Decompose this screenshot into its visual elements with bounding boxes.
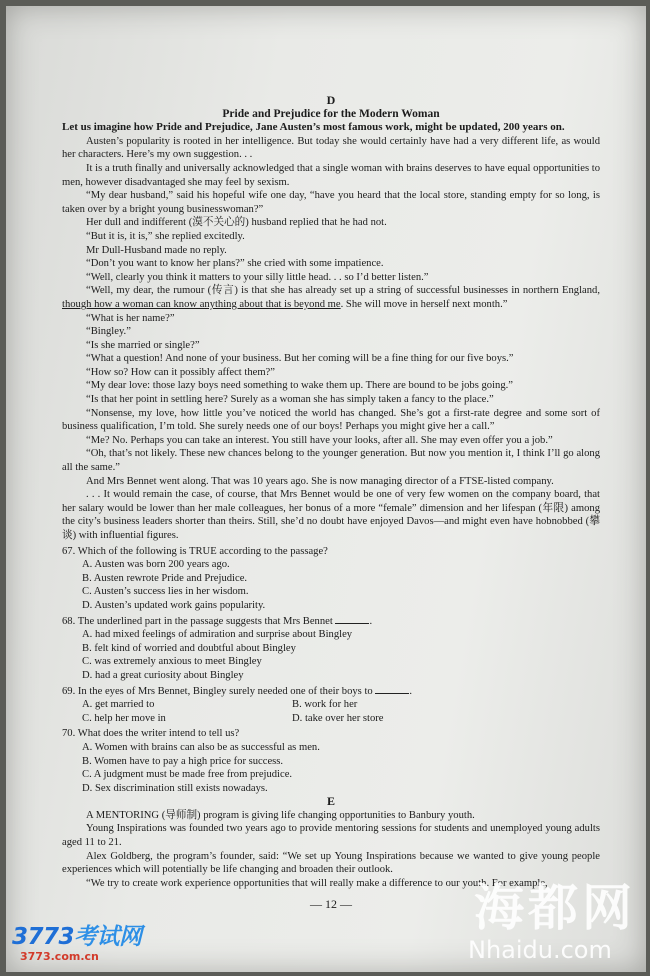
paragraph: “How so? How can it possibly affect them?” bbox=[86, 366, 275, 378]
option: A. Austen was born 200 years ago. bbox=[82, 559, 230, 571]
rumour-text-after: . She will move in herself next month.” bbox=[340, 298, 508, 310]
paragraph: “Is that her point in settling here? Surely as a woman she has simply taken a fancy to the place.” bbox=[86, 394, 494, 406]
paragraph: “Nonsense, my love, how little you’ve noticed the world has changed. She’s got a first-rate degree and some sort of business qualification, I’m told. She surely needs one of our boys! Perhaps you might give her a call.” bbox=[62, 407, 600, 433]
question-68-stem: 68. The underlined part in the passage suggests that Mrs Bennet bbox=[62, 615, 333, 627]
section-letter-d: D bbox=[326, 93, 336, 107]
watermark-left-number: 3773 bbox=[12, 924, 75, 950]
option: D. had a great curiosity about Bingley bbox=[82, 669, 244, 681]
paragraph: And Mrs Bennet went along. That was 10 years ago. She is now managing director of a FTSE-listed company. bbox=[86, 475, 554, 487]
paragraph: “Is she married or single?” bbox=[86, 339, 200, 351]
paragraph: It is a truth finally and universally acknowledged that a single woman with brains deserves to have equal opportunities to men, however disadvantaged she may feel by sexism. bbox=[62, 162, 600, 188]
document-page bbox=[6, 6, 646, 972]
option: C. help her move in bbox=[82, 712, 166, 724]
rumour-text-before: “Well, my dear, the rumour (传言) is that she has already set up a string of successful businesses in northern England, bbox=[86, 285, 600, 297]
paragraph: Austen’s popularity is rooted in her intelligence. But today she would certainly have had a very different life, as would her characters. Here’s my own suggestion. . . bbox=[62, 135, 600, 161]
question-67: 67. Which of the following is TRUE according to the passage? bbox=[62, 545, 328, 557]
paragraph: “Don’t you want to know her plans?” she cried with some impatience. bbox=[86, 258, 384, 270]
watermark-left-logo bbox=[12, 918, 142, 951]
paragraph: “Me? No. Perhaps you can take an interest. You still have your looks, after all. She may even offer you a job.” bbox=[86, 434, 553, 446]
paragraph-rumour bbox=[62, 284, 600, 311]
paragraph: “What is her name?” bbox=[86, 312, 175, 324]
question-69-stem: 69. In the eyes of Mrs Bennet, Bingley surely needed one of their boys to bbox=[62, 685, 373, 697]
page-number: — 12 — bbox=[310, 897, 352, 912]
option: B. work for her bbox=[292, 699, 358, 711]
option: A. had mixed feelings of admiration and surprise about Bingley bbox=[82, 629, 353, 641]
watermark-left-text: 考试网 bbox=[74, 924, 142, 950]
option: D. Sex discrimination still exists nowadays. bbox=[82, 782, 268, 794]
option: B. Women have to pay a high price for success. bbox=[82, 755, 284, 767]
document-body bbox=[62, 94, 600, 924]
options-68 bbox=[82, 628, 600, 682]
watermark-right-url: Nhaidu.com bbox=[468, 936, 612, 964]
option: D. take over her store bbox=[292, 712, 384, 724]
option: B. felt kind of worried and doubtful about Bingley bbox=[82, 642, 296, 654]
paragraph: . . . It would remain the case, of course, that Mrs Bennet would be one of very few women on the company board, that her salary would be lower than her male colleagues, her bonus of a more “female” dimension and her lifespan (年限) among the city’s business leaders shorter than theirs. Still, she’d no doubt have enjoyed Davos—and might even have hobnobbed (攀谈) with influential figures. bbox=[62, 489, 600, 541]
option: C. A judgment must be made free from prejudice. bbox=[82, 769, 293, 781]
question-70: 70. What does the writer intend to tell us? bbox=[62, 728, 240, 740]
option: D. Austen’s updated work gains popularity. bbox=[82, 599, 266, 611]
paragraph: Mr Dull-Husband made no reply. bbox=[86, 244, 227, 256]
paragraph: “Bingley.” bbox=[86, 326, 131, 338]
passage-subtitle: Let us imagine how Pride and Prejudice, Jane Austen’s most famous work, might be updated, 200 years on. bbox=[62, 121, 565, 134]
paragraph: Her dull and indifferent (漠不关心的) husband replied that he had not. bbox=[86, 217, 387, 229]
paragraph: A MENTORING (导师制) program is giving life changing opportunities to Banbury youth. bbox=[86, 809, 475, 821]
option: A. get married to bbox=[82, 699, 155, 711]
passage-title: Pride and Prejudice for the Modern Woman bbox=[222, 107, 440, 120]
paragraph: “My dear love: those lazy boys need something to wake them up. There are bound to be jobs going.” bbox=[86, 380, 513, 392]
option: C. was extremely anxious to meet Bingley bbox=[82, 656, 262, 668]
watermark-right-logo: 海都网 bbox=[474, 879, 636, 937]
option: B. Austen rewrote Pride and Prejudice. bbox=[82, 572, 248, 584]
paragraph: “But it is, it is,” she replied excitedly. bbox=[86, 230, 245, 242]
options-67 bbox=[82, 558, 600, 612]
options-69 bbox=[82, 698, 600, 725]
underlined-part: though how a woman can know anything about that is beyond me bbox=[62, 298, 341, 310]
answer-blank bbox=[375, 693, 409, 694]
answer-blank bbox=[335, 623, 369, 624]
paragraph: “We try to create work experience opportunities that will really make a difference to our youth. For example, bbox=[86, 877, 548, 889]
option: C. Austen’s success lies in her wisdom. bbox=[82, 586, 249, 598]
paragraph: “My dear husband,” said his hopeful wife one day, “have you heard that the local store, standing empty for so long, is taken over by a bright young businesswoman?” bbox=[62, 190, 600, 215]
question-68: 68. The underlined part in the passage suggests that Mrs Bennet . bbox=[62, 615, 373, 627]
paragraph: “What a question! And none of your business. But her coming will be a fine thing for our five boys.” bbox=[86, 353, 514, 365]
watermark-left-url: 3773.com.cn bbox=[20, 950, 99, 963]
question-69: 69. In the eyes of Mrs Bennet, Bingley surely needed one of their boys to . bbox=[62, 685, 412, 697]
option: A. Women with brains can also be as successful as men. bbox=[82, 741, 320, 753]
paragraph: Alex Goldberg, the program’s founder, said: “We set up Young Inspirations because we wanted to give young people experiences which will potentially be life changing and broaden their outlook. bbox=[62, 850, 600, 876]
paragraph: Young Inspirations was founded two years ago to provide mentoring sessions for students and unemployed young adults aged 11 to 21. bbox=[62, 823, 600, 849]
options-70 bbox=[82, 741, 600, 795]
section-letter-e: E bbox=[326, 794, 335, 809]
paragraph: “Well, clearly you think it matters to your silly little head. . . so I’d better listen.” bbox=[86, 271, 429, 283]
paragraph: “Oh, that’s not likely. These new chances belong to the younger generation. But now you mention it, I think I’ll go along all the same.” bbox=[62, 448, 600, 474]
